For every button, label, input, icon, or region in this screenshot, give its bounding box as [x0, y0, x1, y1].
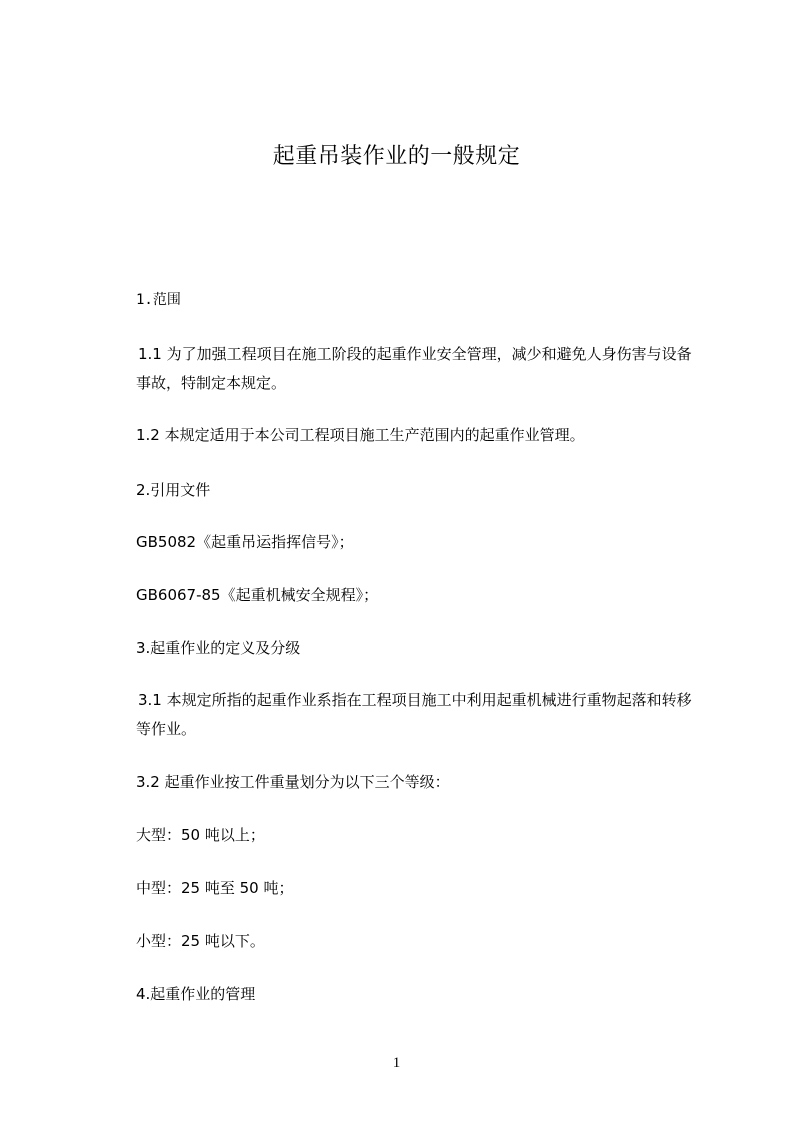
paragraph-1-1: 1.1 为了加强工程项目在施工阶段的起重作业安全管理，减少和避免人身伤害与设备事故，特制定本规定。 [136, 345, 692, 392]
section-heading-scope: 1.范围 [136, 292, 181, 308]
page-number: 1 [392, 1055, 401, 1071]
grade-large: 大型：50 吨以上； [136, 826, 265, 844]
section-heading-references: 2.引用文件 [136, 481, 211, 499]
paragraph-1-2: 1.2 本规定适用于本公司工程项目施工生产范围内的起重作业管理。 [136, 426, 585, 444]
section-heading-definition: 3.起重作业的定义及分级 [136, 639, 301, 657]
section-heading-management: 4.起重作业的管理 [136, 985, 256, 1003]
grade-medium: 中型：25 吨至 50 吨； [136, 879, 294, 897]
reference-gb6067: GB6067-85《起重机械安全规程》； [136, 586, 379, 604]
document-title: 起重吊装作业的一般规定 [272, 144, 521, 169]
paragraph-3-2: 3.2 起重作业按工件重量划分为以下三个等级： [136, 773, 450, 791]
grade-small: 小型：25 吨以下。 [136, 932, 265, 950]
paragraph-3-1: 3.1 本规定所指的起重作业系指在工程项目施工中利用起重机械进行重物起落和转移等作业。 [136, 691, 692, 738]
reference-gb5082: GB5082《起重吊运指挥信号》； [136, 533, 354, 551]
